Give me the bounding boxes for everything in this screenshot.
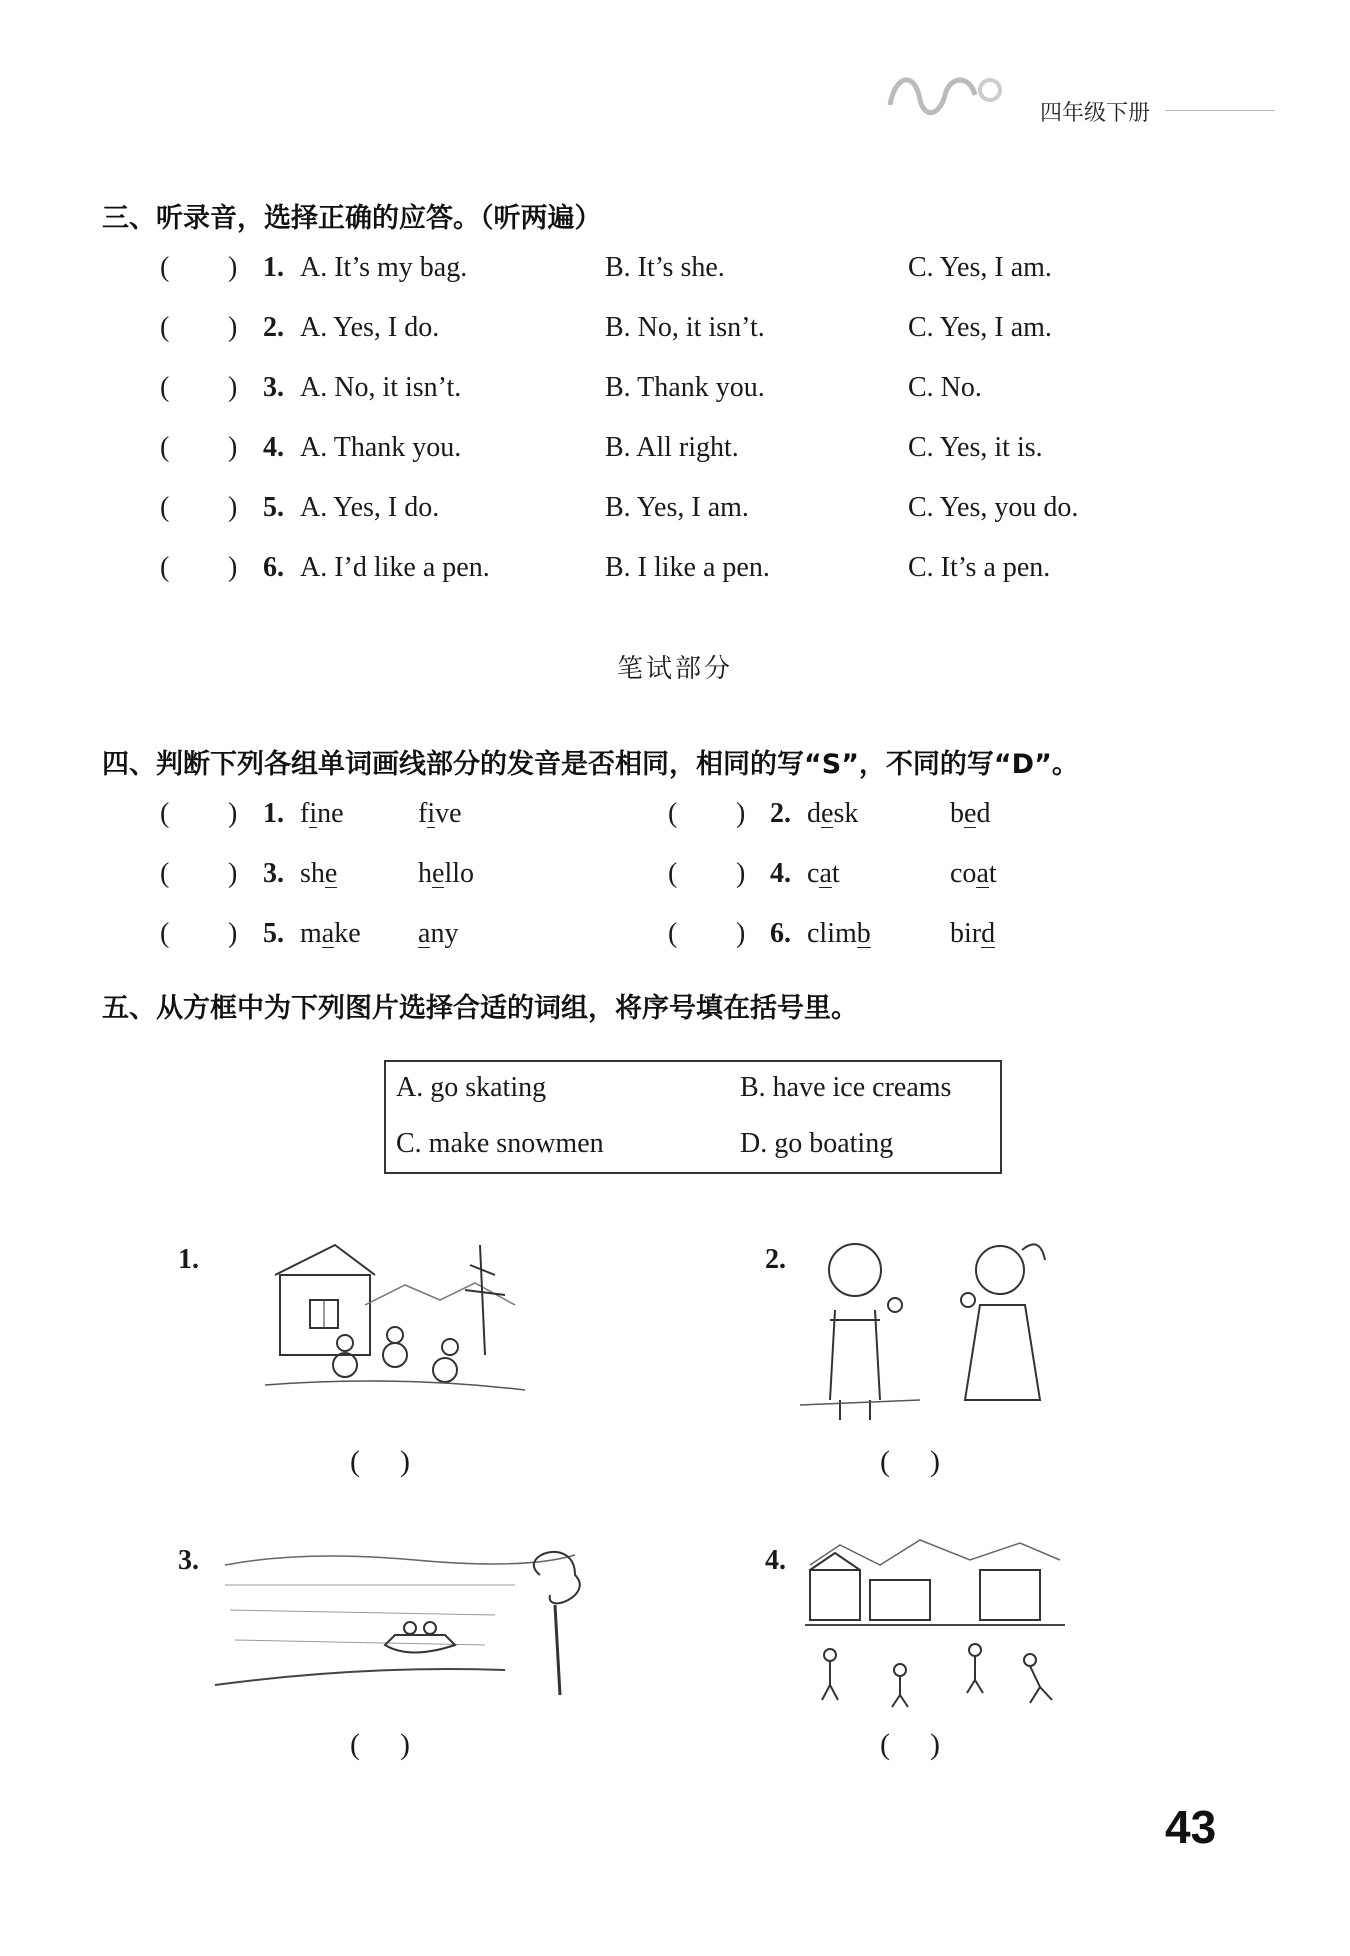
item-number: 6. [770,918,791,949]
underlined-letters: e [821,798,834,829]
word-second: hello [418,858,474,889]
option-c: C. No. [908,372,982,403]
question-number: 1. [263,252,284,283]
answer-paren-close[interactable]: ) [228,798,238,829]
answer-paren-close[interactable]: ) [228,372,238,403]
listening-question-2 [160,312,1260,352]
underlined-letters: e [964,798,977,829]
word-second: bird [950,918,996,949]
section4-title: 四、判断下列各组单词画线部分的发音是否相同，相同的写“S”，不同的写“D”。 [102,749,1079,780]
pronunciation-row-3 [160,918,1260,958]
listening-question-1 [160,252,1260,292]
skating-rink-picture-icon [800,1535,1070,1715]
answer-paren-close[interactable]: ) [228,252,238,283]
written-part-title: 笔试部分 [616,654,733,684]
picture-1-answer[interactable]: ( ) [350,1445,410,1478]
answer-paren-open[interactable]: ( [160,798,170,829]
header-logo-icon [880,60,1010,130]
option-c: C. Yes, I am. [908,252,1052,283]
boating-lake-picture-icon [215,1535,585,1705]
option-d: D. go boating [740,1128,894,1159]
option-a: A. It’s my bag. [300,252,468,283]
option-a: A. No, it isn’t. [300,372,462,403]
underlined-letters: e [432,858,445,889]
option-c: C. make snowmen [396,1128,604,1159]
word-second: bed [950,798,991,829]
pronunciation-row-2 [160,858,1260,898]
word-first: desk [807,798,859,829]
underlined-letters: a [418,918,431,949]
listening-question-4 [160,432,1260,472]
item-number: 5. [263,918,284,949]
option-a: A. go skating [396,1072,547,1103]
answer-paren-close[interactable]: ) [228,312,238,343]
snowmen-scene-picture-icon [265,1235,530,1415]
option-c: C. Yes, you do. [908,492,1079,523]
answer-paren-open[interactable]: ( [160,858,170,889]
option-c: C. Yes, it is. [908,432,1043,463]
ice-cream-girls-picture-icon [800,1230,1070,1430]
word-second: any [418,918,459,949]
option-a: A. Yes, I do. [300,312,440,343]
answer-paren-close[interactable]: ) [736,918,746,949]
option-b: B. Yes, I am. [605,492,749,523]
option-a: A. Thank you. [300,432,462,463]
question-number: 6. [263,552,284,583]
word-first: fine [300,798,344,829]
underlined-letters: b [856,918,871,949]
answer-paren-close[interactable]: ) [228,432,238,463]
answer-paren-close[interactable]: ) [228,858,238,889]
option-b: B. All right. [605,432,739,463]
section5-title: 五、从方框中为下列图片选择合适的词组，将序号填在括号里。 [102,993,858,1024]
item-number: 1. [263,798,284,829]
picture-2-answer[interactable]: ( ) [880,1445,940,1478]
listening-question-3 [160,372,1260,412]
answer-paren-open[interactable]: ( [160,552,170,583]
item-number: 2. [770,798,791,829]
picture-4-answer[interactable]: ( ) [880,1728,940,1761]
question-number: 4. [263,432,284,463]
underlined-letters: i [309,798,318,829]
phrase-option-box [384,1060,1002,1174]
picture-3-number: 3. [178,1545,199,1576]
listening-question-5 [160,492,1260,532]
option-b: B. Thank you. [605,372,765,403]
option-b: B. I like a pen. [605,552,770,583]
answer-paren-open[interactable]: ( [160,252,170,283]
answer-paren-open[interactable]: ( [668,798,678,829]
word-second: five [418,798,462,829]
underlined-letters: a [976,858,989,889]
underlined-letters: d [981,918,996,949]
underlined-letters: e [324,858,338,889]
grade-label: 四年级下册 [1040,101,1151,126]
answer-paren-open[interactable]: ( [160,312,170,343]
answer-paren-close[interactable]: ) [228,918,238,949]
question-number: 2. [263,312,284,343]
answer-paren-open[interactable]: ( [668,918,678,949]
option-b: B. No, it isn’t. [605,312,765,343]
answer-paren-close[interactable]: ) [736,858,746,889]
answer-paren-close[interactable]: ) [228,552,238,583]
picture-2-number: 2. [765,1244,786,1275]
word-first: she [300,858,338,889]
answer-paren-open[interactable]: ( [668,858,678,889]
underlined-letters: a [819,858,832,889]
item-number: 3. [263,858,284,889]
word-first: cat [807,858,840,889]
underlined-letters: i [427,798,436,829]
picture-4-number: 4. [765,1545,786,1576]
option-a: A. Yes, I do. [300,492,440,523]
option-c: C. Yes, I am. [908,312,1052,343]
question-number: 5. [263,492,284,523]
answer-paren-open[interactable]: ( [160,492,170,523]
item-number: 4. [770,858,791,889]
option-c: C. It’s a pen. [908,552,1051,583]
word-first: climb [807,918,871,949]
page-number: 43 [1165,1801,1217,1853]
word-first: make [300,918,361,949]
word-second: coat [950,858,997,889]
section3-title: 三、听录音，选择正确的应答。（听两遍） [102,203,602,234]
answer-paren-open[interactable]: ( [160,372,170,403]
underlined-letters: a [321,918,335,949]
answer-paren-close[interactable]: ) [736,798,746,829]
picture-3-answer[interactable]: ( ) [350,1728,410,1761]
answer-paren-open[interactable]: ( [160,432,170,463]
picture-1-number: 1. [178,1244,199,1275]
listening-question-6 [160,552,1260,592]
answer-paren-close[interactable]: ) [228,492,238,523]
answer-paren-open[interactable]: ( [160,918,170,949]
question-number: 3. [263,372,284,403]
option-b: B. have ice creams [740,1072,952,1103]
option-a: A. I’d like a pen. [300,552,490,583]
header-rule [1165,110,1275,111]
option-b: B. It’s she. [605,252,725,283]
pronunciation-row-1 [160,798,1260,838]
